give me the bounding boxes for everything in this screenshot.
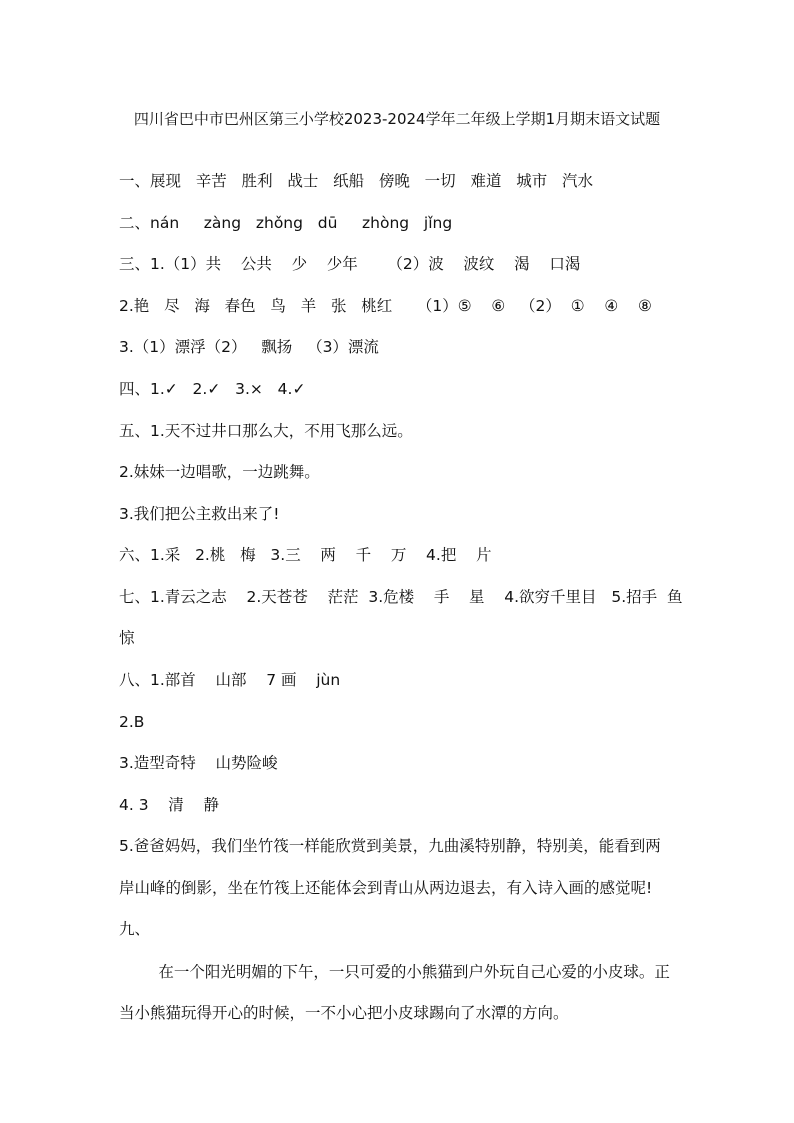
document-title: 四川省巴中市巴州区第三小学校2023-2024学年二年级上学期1月期末语文试题 [133, 110, 661, 128]
answer-section-7: 七、1.青云之志 2.天苍苍 茫茫 3.危楼 手 星 4.欲穷千里目 5.招手 鱼 [119, 588, 683, 606]
answer-section-8-line-6: 岸山峰的倒影，坐在竹筏上还能体会到青山从两边退去，有入诗入画的感觉呢! [119, 879, 653, 897]
answer-section-9-heading: 九、 [119, 920, 151, 938]
answer-section-8-line-2: 2.B [119, 713, 145, 731]
answer-section-3-line-2: 2.艳 尽 海 春色 鸟 羊 张 桃红 （1）⑤ ⑥ （2） ① ④ ⑧ [119, 297, 652, 315]
answer-section-3-line-1: 三、1.（1）共 公共 少 少年 （2）波 波纹 渴 口渴 [119, 255, 581, 273]
answer-section-5-line-2: 2.妹妹一边唱歌，一边跳舞。 [119, 463, 320, 481]
answer-section-3-line-3: 3.（1）漂浮（2） 飘扬 （3）漂流 [119, 338, 379, 356]
answer-section-5-line-3: 3.我们把公主救出来了! [119, 505, 280, 523]
answer-section-5-line-1: 五、1.天不过井口那么大，不用飞那么远。 [119, 422, 413, 440]
answer-section-8-line-4: 4. 3 清 静 [119, 796, 219, 814]
answer-section-8-line-3: 3.造型奇特 山势险峻 [119, 754, 278, 772]
composition-line-1: 在一个阳光明媚的下午，一只可爱的小熊猫到户外玩自己心爱的小皮球。正 [119, 963, 670, 981]
answer-section-8-line-1: 八、1.部首 山部 7 画 jùn [119, 671, 341, 689]
answer-section-1: 一、展现 辛苦 胜利 战士 纸船 傍晚 一切 难道 城市 汽水 [119, 172, 594, 190]
answer-section-2-pinyin: 二、nán zàng zhǒng dū zhòng jǐng [119, 214, 453, 232]
answer-section-4: 四、1.✓ 2.✓ 3.× 4.✓ [119, 380, 306, 398]
answer-section-7-wrap: 惊 [119, 629, 135, 647]
answer-section-6: 六、1.采 2.桃 梅 3.三 两 千 万 4.把 片 [119, 546, 492, 564]
composition-line-2: 当小熊猫玩得开心的时候，一不小心把小皮球踢向了水潭的方向。 [119, 1004, 569, 1022]
answer-section-8-line-5: 5.爸爸妈妈，我们坐竹筏一样能欣赏到美景，九曲溪特别静，特别美，能看到两 [119, 837, 661, 855]
